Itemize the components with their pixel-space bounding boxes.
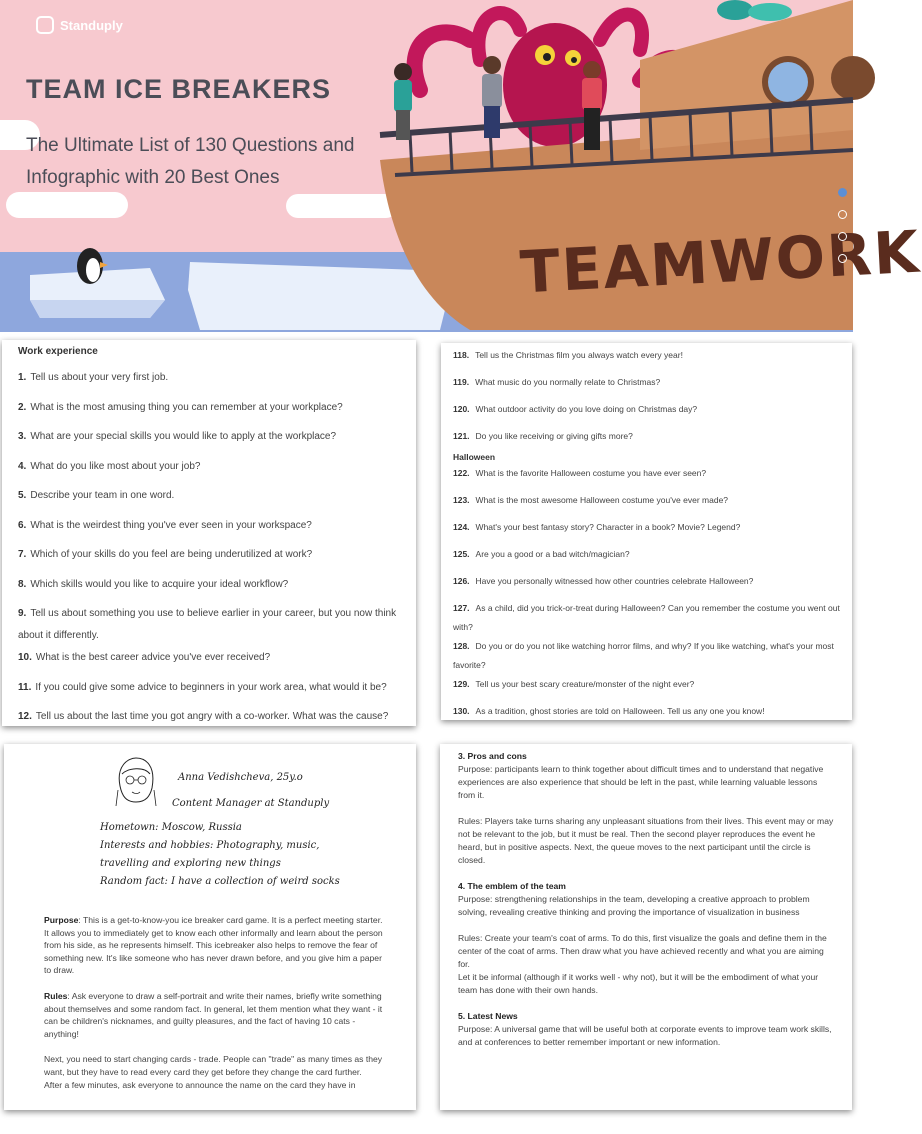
question-number: 124. — [453, 522, 470, 532]
question-number: 7. — [18, 549, 27, 560]
question-list — [18, 367, 400, 728]
game-title: 5. Latest News — [458, 1011, 518, 1021]
question-item — [453, 491, 840, 510]
question-text: What outdoor activity do you love doing on Christmas day? — [475, 404, 698, 414]
games-list — [458, 750, 834, 1049]
question-text: Tell us about something you use to believe earlier in your career, but you now think about it differently. — [18, 608, 397, 641]
question-number: 120. — [453, 404, 470, 414]
section-title: Work experience — [18, 346, 98, 357]
carousel-dots — [838, 188, 847, 263]
halloween-title: Halloween — [453, 452, 496, 462]
purpose-text: : This is a get-to-know-you ice breaker card game. It is a perfect meeting starter. It allows you to immediately get to know each other informally and learn about the person from his side, as he represents himself. This icebreaker also helps to remove the fear of something new. It's like someone who has never drawn before, and you give him a paper to draw. — [44, 915, 383, 976]
question-item — [453, 400, 840, 419]
logo-text: Standuply — [60, 17, 123, 33]
after-paragraph: After a few minutes, ask everyone to announce the name on the card they have in — [44, 1079, 356, 1090]
game-paragraph: Purpose: strengthening relationships in the team, developing a creative approach to problem solving, revealing creative thinking and proving the importance of visualization in business — [458, 894, 810, 917]
question-item — [18, 677, 400, 699]
games-card — [440, 744, 852, 1110]
question-number: 11. — [18, 681, 32, 693]
question-number: 122. — [453, 468, 470, 478]
halloween-question-list — [453, 464, 840, 721]
standuply-logo — [36, 16, 123, 34]
handwritten-interests-2: travelling and exploring new things — [100, 858, 281, 869]
carousel-dot-3[interactable] — [838, 232, 847, 241]
question-item — [453, 702, 840, 721]
question-text: As a child, did you trick-or-treat during Halloween? Can you remember the costume you went out with? — [453, 603, 840, 632]
question-text: Have you personally witnessed how other countries celebrate Halloween? — [475, 576, 754, 586]
game-block — [458, 1010, 834, 1049]
game-block — [458, 880, 834, 919]
question-item — [453, 464, 840, 483]
question-text: What is the best career advice you've ever received? — [35, 652, 271, 663]
handwritten-interests-1: Interests and hobbies: Photography, music, — [100, 840, 320, 851]
question-text: Which skills would you like to acquire your ideal workflow? — [30, 578, 289, 590]
self-portrait-card — [4, 744, 416, 1110]
handwritten-name: Anna Vedishcheva, 25y.o — [178, 772, 303, 783]
question-item — [453, 518, 840, 537]
purpose-label: Purpose — [44, 915, 79, 925]
question-text: If you could give some advice to beginners in your work area, what would it be? — [35, 681, 387, 693]
game-paragraph: Let it be informal (although if it works well - why not), but it will be the embodiment of what your team has done with their own hands. — [458, 972, 819, 995]
question-number: 6. — [18, 519, 27, 531]
question-item — [453, 346, 840, 365]
question-number: 130. — [453, 706, 470, 716]
question-item — [453, 675, 840, 694]
teamwork-lettering: TEAMWORK — [518, 217, 922, 307]
game-title: 3. Pros and cons — [458, 751, 527, 761]
game-block — [458, 932, 834, 971]
holiday-questions-card — [441, 343, 852, 720]
question-item — [453, 427, 840, 446]
self-portrait-sketch — [114, 756, 158, 808]
rules-paragraph — [44, 990, 384, 1040]
question-number: 118. — [453, 350, 470, 360]
question-text: As a tradition, ghost stories are told on Halloween. Tell us any one you know! — [475, 706, 765, 716]
handwritten-hometown: Hometown: Moscow, Russia — [100, 822, 242, 833]
game-block — [458, 971, 834, 997]
hero-banner — [0, 0, 922, 330]
question-number: 10. — [18, 652, 32, 663]
question-text: What music do you normally relate to Christmas? — [475, 377, 661, 387]
question-item — [18, 397, 400, 419]
question-number: 123. — [453, 495, 470, 505]
question-item — [453, 599, 840, 637]
game-paragraph: Rules: Players take turns sharing any unpleasant situations from their lives. This event may or may not be relevant to the job, but it must be real. Then the second player reproduces the event he heard, but in positive aspects. Next, the queue moves to the next participant until the circle is closed. — [458, 816, 834, 865]
question-text: What are your special skills you would like to apply at the workplace? — [30, 431, 337, 442]
question-text: Tell us your best scary creature/monster of the night ever? — [475, 679, 695, 689]
rules-label: Rules — [44, 990, 68, 1001]
game-paragraph: Rules: Create your team's coat of arms. To do this, first visualize the goals and define them in the center of the coat of arms. Then draw what you have achieved recently and what you are aiming for. — [458, 933, 827, 969]
question-number: 1. — [18, 372, 27, 383]
question-text: What is the favorite Halloween costume you have ever seen? — [475, 468, 707, 478]
question-number: 4. — [18, 460, 27, 472]
question-number: 128. — [453, 641, 470, 651]
question-item — [453, 373, 840, 392]
game-title: 4. The emblem of the team — [458, 881, 566, 891]
question-item — [18, 456, 400, 478]
handwritten-fact: Random fact: I have a collection of weird socks — [100, 876, 340, 887]
question-text: What is the most amusing thing you can remember at your workplace? — [30, 401, 343, 413]
question-item — [18, 647, 400, 669]
carousel-dot-4[interactable] — [838, 254, 847, 263]
question-number: 125. — [453, 549, 470, 559]
question-item — [18, 706, 400, 728]
question-text: What's your best fantasy story? Character in a book? Movie? Legend? — [475, 522, 741, 532]
handwritten-role: Content Manager at Standuply — [172, 798, 330, 809]
carousel-dot-1[interactable] — [838, 188, 847, 197]
carousel-dot-2[interactable] — [838, 210, 847, 219]
christmas-question-list — [453, 346, 840, 446]
chat-bubble-icon — [36, 16, 54, 34]
question-number: 121. — [453, 431, 470, 441]
question-text: What is the most awesome Halloween costume you've ever made? — [475, 495, 729, 505]
question-number: 127. — [453, 603, 470, 613]
question-item — [18, 574, 400, 596]
question-text: Do you like receiving or giving gifts more? — [475, 431, 633, 441]
question-item — [18, 544, 400, 566]
question-number: 3. — [18, 431, 27, 442]
question-text: Tell us the Christmas film you always watch every year! — [475, 350, 683, 360]
question-number: 119. — [453, 377, 470, 387]
question-number: 129. — [453, 679, 470, 689]
hero-title: TEAM ICE BREAKERS — [26, 74, 332, 104]
game-paragraph: Purpose: participants learn to think together about difficult times and to understand that negative experiences are also experience that should be left in the past, while learning valuable lessons from it. — [458, 764, 824, 800]
question-text: Do you or do you not like watching horror films, and why? If you like watching, what's your most favorite? — [453, 641, 834, 670]
handwritten-card — [80, 744, 338, 894]
question-item — [453, 572, 840, 591]
question-item — [18, 426, 400, 448]
purpose-paragraph — [44, 914, 384, 977]
question-text: Are you a good or a bad witch/magician? — [475, 549, 630, 559]
portrait-game-description — [44, 914, 384, 1104]
question-number: 8. — [18, 578, 27, 590]
question-text: What do you like most about your job? — [30, 460, 201, 472]
question-item — [453, 545, 840, 564]
question-text: Describe your team in one word. — [30, 490, 175, 501]
question-number: 12. — [18, 711, 32, 722]
work-experience-card — [2, 340, 416, 726]
question-text: What is the weirdest thing you've ever seen in your workspace? — [30, 519, 312, 531]
question-number: 5. — [18, 490, 27, 501]
next-paragraph: Next, you need to start changing cards - trade. People can "trade" as many times as they want, but they have to read every card they get before they change the card further. — [44, 1054, 383, 1077]
question-number: 9. — [18, 608, 27, 619]
game-paragraph: Purpose: A universal game that will be useful both at corporate events to improve team work skills, and at conferences to better remember important or new information. — [458, 1024, 832, 1047]
hero-subtitle: The Ultimate List of 130 Questions and Infographic with 20 Best Ones — [26, 135, 355, 188]
question-item — [18, 603, 400, 647]
question-text: Tell us about your very first job. — [30, 372, 169, 383]
game-block — [458, 815, 834, 867]
question-item — [18, 515, 400, 537]
question-item — [18, 485, 400, 507]
rules-text: : Ask everyone to draw a self-portrait and write their names, briefly write something about themselves and some random fact. In general, let them mention what they want - it can be children's nicknames, and guilty pleasures, and the fact of having 10 cats - anything! — [44, 990, 383, 1039]
question-number: 2. — [18, 401, 27, 413]
question-item — [18, 367, 400, 389]
question-item — [453, 637, 840, 675]
question-text: Tell us about the last time you got angry with a co-worker. What was the cause? — [35, 711, 389, 722]
question-text: Which of your skills do you feel are being underutilized at work? — [30, 549, 313, 560]
question-number: 126. — [453, 576, 470, 586]
game-block — [458, 750, 834, 802]
